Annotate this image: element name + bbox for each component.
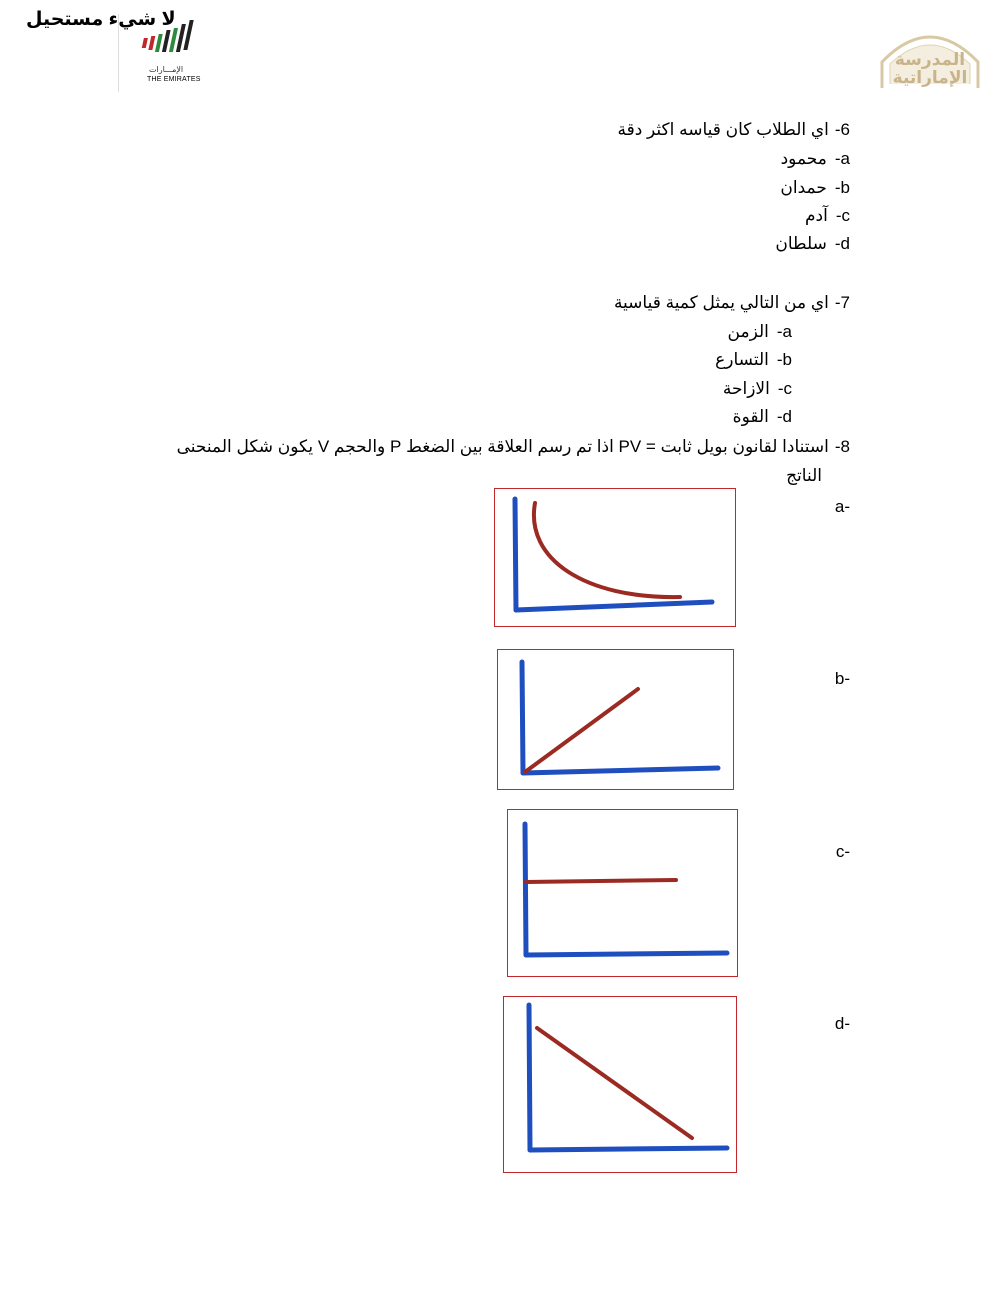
question-8	[177, 437, 850, 457]
y-axis	[525, 824, 526, 955]
option-6c[interactable]	[805, 206, 850, 226]
option-8d-label: -d	[834, 1014, 850, 1033]
option-label: b-	[834, 178, 850, 197]
x-axis	[516, 602, 712, 610]
y-axis	[529, 1005, 530, 1150]
pv-curve	[534, 503, 680, 597]
option-8a-graph[interactable]	[494, 488, 736, 627]
emirates-logo-arabic: الإمـــارات	[149, 65, 184, 74]
x-axis	[530, 1148, 727, 1150]
emirates-logo	[118, 14, 215, 92]
option-7c[interactable]	[723, 379, 792, 399]
question-text: اي الطلاب كان قياسه اكثر دقة	[617, 120, 829, 139]
question-7	[614, 293, 850, 313]
y-axis	[522, 662, 523, 773]
option-text: محمود	[780, 149, 827, 168]
pv-line	[525, 689, 638, 772]
option-7a[interactable]	[728, 322, 792, 342]
school-logo-line2: الإماراتية	[892, 68, 968, 87]
option-7d[interactable]	[733, 407, 792, 427]
option-text: سلطان	[775, 234, 827, 253]
question-text: اي من التالي يمثل كمية قياسية	[613, 293, 829, 312]
emirates-logo-english: THE EMIRATES	[147, 76, 201, 83]
inverse-curve-graph	[495, 489, 735, 626]
option-label: b-	[776, 350, 792, 369]
option-text: الزمن	[727, 322, 769, 341]
option-text: آدم	[805, 206, 828, 225]
question-number: 7-	[834, 293, 850, 312]
option-8d-graph[interactable]	[503, 996, 737, 1173]
emirates-flag-bars-icon	[119, 14, 215, 64]
option-8c-graph[interactable]	[507, 809, 738, 977]
option-text: حمدان	[780, 178, 827, 197]
x-axis	[523, 768, 718, 773]
option-label: d-	[834, 234, 850, 253]
increasing-line-graph	[498, 650, 733, 789]
option-text: الازاحة	[722, 379, 770, 398]
x-axis	[526, 953, 727, 955]
pv-line	[526, 880, 676, 882]
question-8-line2: الناتج	[786, 466, 822, 485]
option-label: c-	[777, 379, 792, 398]
decreasing-line-graph	[504, 997, 736, 1172]
option-text: التسارع	[715, 350, 769, 369]
option-label: c-	[835, 206, 850, 225]
option-6a[interactable]	[781, 149, 850, 169]
y-axis	[515, 499, 516, 610]
option-8a-label: -a	[834, 497, 850, 516]
option-text: القوة	[732, 407, 769, 426]
school-logo	[876, 22, 984, 94]
question-6	[618, 120, 850, 140]
question-number: 8-	[834, 437, 850, 456]
question-text-line1: استنادا لقانون بويل ثابت = PV اذا تم رسم العلاقة بين الضغط P والحجم V يكون شكل المنحنى	[176, 437, 829, 456]
horizontal-line-graph	[508, 810, 737, 976]
school-logo-line1: المدرسة	[894, 50, 966, 69]
option-6b[interactable]	[780, 178, 850, 198]
option-6d[interactable]	[775, 234, 850, 254]
option-8b-label: -b	[834, 669, 850, 688]
option-label: a-	[776, 322, 792, 341]
pv-line	[537, 1028, 692, 1138]
option-label: a-	[834, 149, 850, 168]
option-7b[interactable]	[715, 350, 792, 370]
option-8c-label: -c	[835, 842, 850, 861]
option-8b-graph[interactable]	[497, 649, 734, 790]
question-number: 6-	[834, 120, 850, 139]
slogan: لا شيء مستحيل	[26, 9, 176, 30]
option-label: d-	[776, 407, 792, 426]
